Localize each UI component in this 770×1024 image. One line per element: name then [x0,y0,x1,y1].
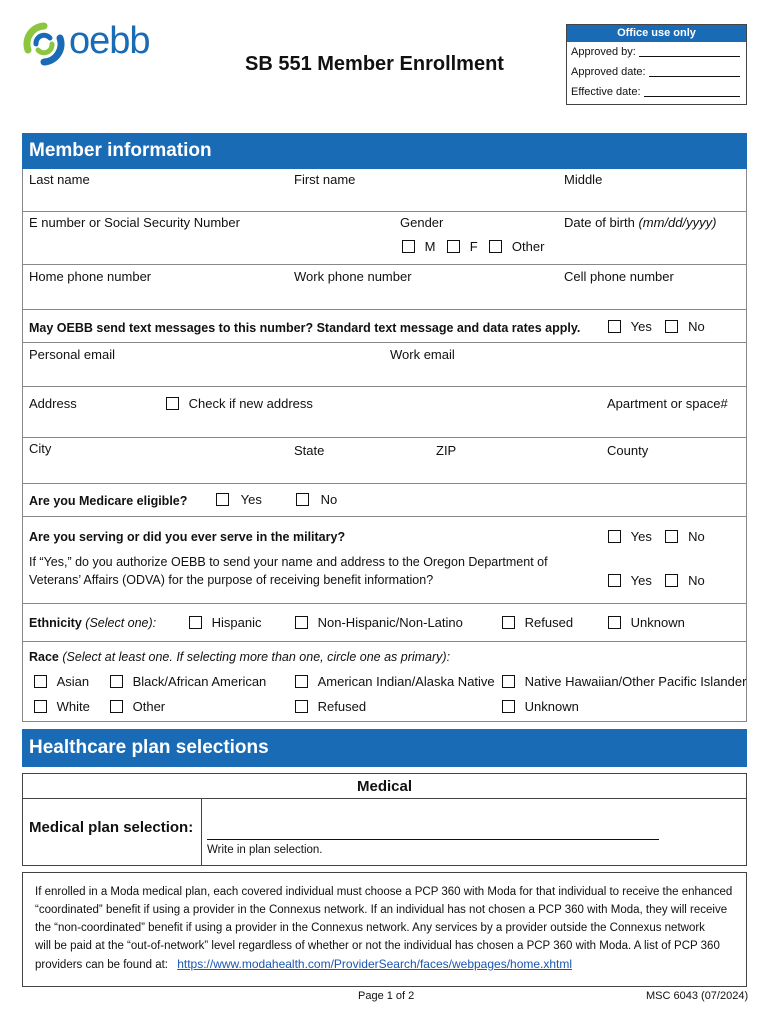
last-name-label: Last name [29,172,90,187]
office-use-box [566,24,747,105]
odva-no-label: No [688,573,705,588]
gender-other-checkbox[interactable] [489,240,502,253]
race-white-label: White [56,699,90,714]
medical-table [22,773,747,866]
middle-field[interactable] [560,186,747,210]
apartment-label: Apartment or space# [607,396,728,411]
military-yes-label: Yes [630,529,652,544]
race-pacific-label: Native Hawaiian/Other Pacific Islander [524,674,747,689]
medicare-no-checkbox[interactable] [296,493,309,506]
odva-question-line2: Veterans’ Affairs (ODVA) for the purpose of receiving benefit information? [29,573,434,587]
healthcare-header: Healthcare plan selections [22,729,747,767]
race-unknown-checkbox[interactable] [502,700,515,713]
text-no-checkbox[interactable] [665,320,678,333]
gender-m-checkbox[interactable] [402,240,415,253]
race-label-text: Race [29,650,59,664]
race-black-label: Black/African American [132,674,267,689]
text-message-question: May OEBB send text messages to this number? Standard text message and data rates apply. [29,321,581,335]
zip-label: ZIP [436,443,457,458]
race-other-label: Other [132,699,166,714]
gender-f-checkbox[interactable] [447,240,460,253]
medical-heading: Medical [23,774,746,799]
non-hispanic-checkbox[interactable] [295,616,308,629]
race-unknown-label: Unknown [524,699,579,714]
work-email-label: Work email [390,347,455,362]
medicare-question: Are you Medicare eligible? [29,494,188,508]
gender-m-label: M [424,239,436,254]
form-code: MSC 6043 (07/2024) [646,990,749,1002]
personal-email-label: Personal email [29,347,115,362]
text-yes-checkbox[interactable] [608,320,621,333]
race-label [29,650,450,664]
last-name-field[interactable] [22,186,287,210]
dob-label [564,215,716,230]
first-name-field[interactable] [290,186,558,210]
oebb-logo-icon [22,22,66,66]
odva-yes-label: Yes [630,573,652,588]
effective-date-field[interactable] [644,82,740,97]
race-asian-label: Asian [56,674,90,689]
medicare-yes-checkbox[interactable] [216,493,229,506]
race-black-checkbox[interactable] [110,675,123,688]
new-address-label: Check if new address [188,396,313,411]
race-pacific-checkbox[interactable] [502,675,515,688]
logo-text: oebb [69,20,150,62]
approved-by-label: Approved by: [571,46,636,58]
race-native-american-checkbox[interactable] [295,675,308,688]
medical-plan-input[interactable] [207,818,659,840]
medicare-yes-label: Yes [240,492,262,507]
race-refused-checkbox[interactable] [295,700,308,713]
new-address-checkbox[interactable] [166,397,179,410]
notice-line-3: the “non-coordinated” benefit if using a provider in the Connexus network. Any services by a provider outside the Connexus network [35,922,705,934]
provider-search-link[interactable]: https://www.modahealth.com/ProviderSearch/faces/webpages/home.xhtml [177,957,573,971]
ethnicity-unknown-label: Unknown [630,615,685,630]
text-no-label: No [688,319,705,334]
race-asian-checkbox[interactable] [34,675,47,688]
notice-line-5: providers can be found at: [35,959,168,971]
military-yes-checkbox[interactable] [608,530,621,543]
ethnicity-unknown-checkbox[interactable] [608,616,621,629]
notice-line-4: will be paid at the “out-of-network” level regardless of whether or not the individual has chosen a PCP 360 with Moda. A list of PCP 360 [35,940,720,952]
middle-label: Middle [564,172,603,187]
address-label: Address [29,396,77,411]
pcp-notice-box [22,872,747,987]
notice-line-2: “coordinated” benefit if using a provider in the Connexus network. If an individual has not chosen a PCP 360 with Moda, they will receive [35,904,728,916]
city-label: City [29,441,52,456]
dob-format: (mm/dd/yyyy) [638,215,717,230]
gender-other-label: Other [511,239,545,254]
dob-label-text: Date of birth [564,215,635,230]
effective-date-label: Effective date: [571,86,641,98]
member-info-header: Member information [22,133,747,169]
approved-date-label: Approved date: [571,66,646,78]
e-number-label: E number or Social Security Number [29,215,240,230]
cell-phone-label: Cell phone number [564,269,674,284]
home-phone-label: Home phone number [29,269,152,284]
page-title: SB 551 Member Enrollment [245,53,504,75]
medical-plan-hint: Write in plan selection. [207,844,323,856]
ethnicity-refused-checkbox[interactable] [502,616,515,629]
county-label: County [607,443,649,458]
race-hint: (Select at least one. If selecting more than one, circle one as primary): [62,650,451,664]
state-label: State [294,443,325,458]
non-hispanic-label: Non-Hispanic/Non-Latino [317,615,463,630]
approved-by-field[interactable] [639,42,740,57]
ethnicity-label [29,616,156,630]
odva-yes-checkbox[interactable] [608,574,621,587]
race-native-american-label: American Indian/Alaska Native [317,674,495,689]
race-white-checkbox[interactable] [34,700,47,713]
medical-plan-label: Medical plan selection: [29,819,194,836]
odva-question-line1: If “Yes,” do you authorize OEBB to send your name and address to the Oregon Department of [29,555,548,569]
military-no-checkbox[interactable] [665,530,678,543]
notice-line-1: If enrolled in a Moda medical plan, each covered individual must choose a PCP 360 with Moda for that individual to receive the enhanced [35,886,733,898]
work-phone-label: Work phone number [294,269,412,284]
hispanic-label: Hispanic [211,615,262,630]
hispanic-checkbox[interactable] [189,616,202,629]
office-use-heading: Office use only [567,25,746,42]
text-yes-label: Yes [630,319,652,334]
approved-date-field[interactable] [649,62,740,77]
race-refused-label: Refused [317,699,367,714]
ethnicity-label-text: Ethnicity [29,616,82,630]
gender-label: Gender [400,215,444,230]
medicare-no-label: No [320,492,338,507]
first-name-label: First name [294,172,356,187]
ethnicity-refused-label: Refused [524,615,574,630]
military-question: Are you serving or did you ever serve in the military? [29,530,346,544]
gender-f-label: F [469,239,478,254]
oebb-logo [22,22,172,70]
ethnicity-hint: (Select one): [85,616,157,630]
military-no-label: No [688,529,705,544]
race-other-checkbox[interactable] [110,700,123,713]
odva-no-checkbox[interactable] [665,574,678,587]
page-number: Page 1 of 2 [358,990,415,1002]
